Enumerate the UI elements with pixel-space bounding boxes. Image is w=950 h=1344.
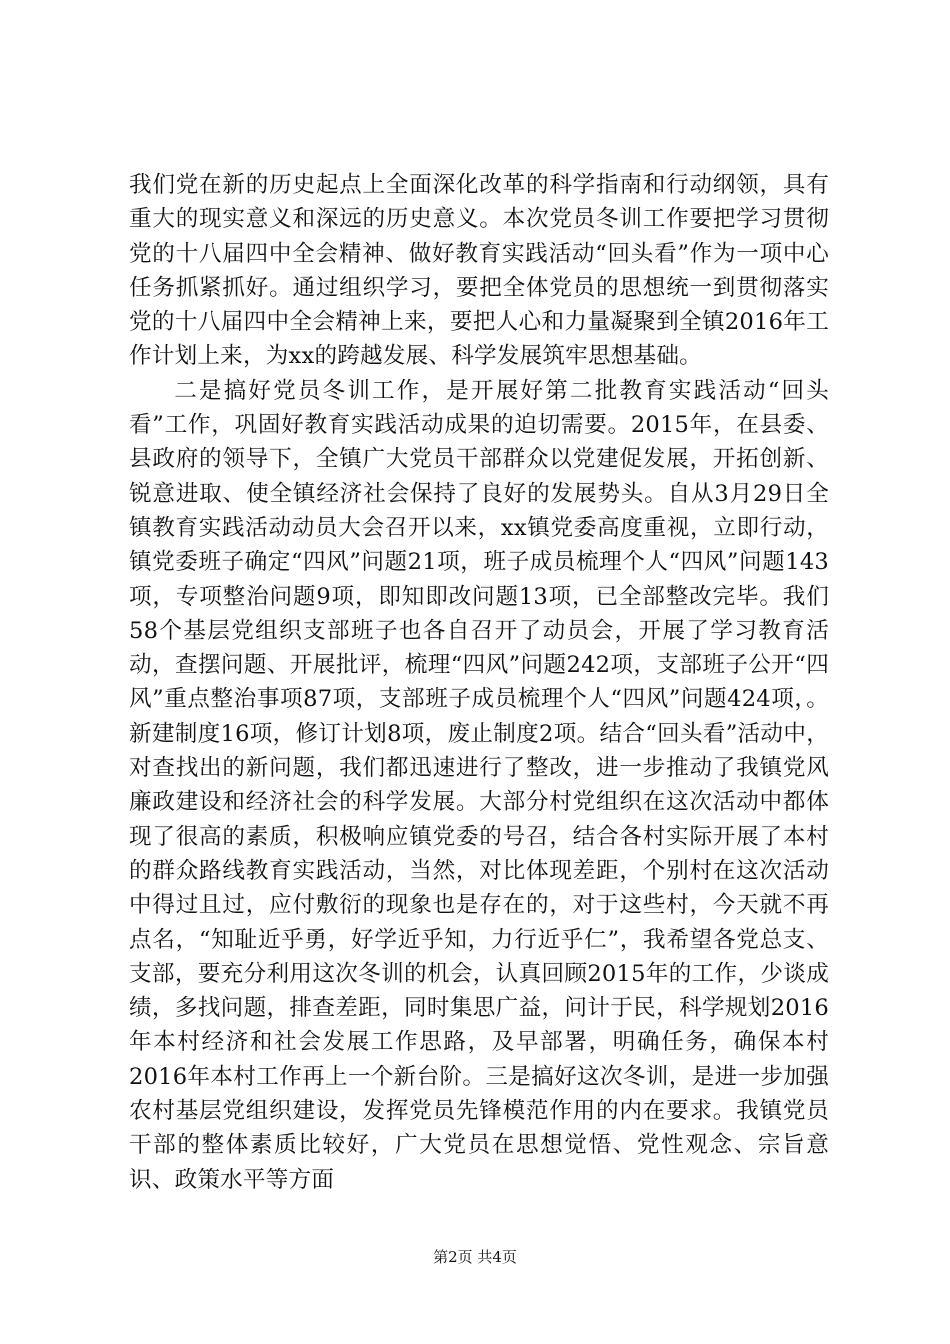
page-footer xyxy=(0,1247,950,1267)
paragraph-1: 我们党在新的历史起点上全面深化改革的科学指南和行动纲领，具有重大的现实意义和深远的历史意义。本次党员冬训工作要把学习贯彻党的十八届四中全会精神、做好教育实践活动“回头看”作为一项中心任务抓紧抓好。通过组织学习，要把全体党员的思想统一到贯彻落实党的十八届四中全会精神上来，要把人心和力量凝聚到全镇2016年工作计划上来，为xx的跨越发展、科学发展筑牢思想基础。 xyxy=(129,172,829,370)
document-body xyxy=(129,168,829,1197)
page-number-label: 第2页 共4页 xyxy=(433,1248,517,1266)
paragraph-2: 二是搞好党员冬训工作，是开展好第二批教育实践活动“回头看”工作，巩固好教育实践活动成果的迫切需要。2015年，在县委、县政府的领导下，全镇广大党员干部群众以党建促发展，开拓创新、锐意进取、使全镇经济社会保持了良好的发展势头。自从3月29日全镇教育实践活动动员大会召开以来，xx镇党委高度重视，立即行动，镇党委班子确定“四风”问题21项，班子成员梳理个人“四风”问题143项，专项整治问题9项，即知即改问题13项，已全部整改完毕。我们58个基层党组织支部班子也各自召开了动员会，开展了学习教育活动，查摆问题、开展批评，梳理“四风”问题242项，支部班子公开“四风”重点整治事项87项，支部班子成员梳理个人“四风”问题424项，。新建制度16项，修订计划8项，废止制度2项。结合“回头看”活动中，对查找出的新问题，我们都迅速进行了整改，进一步推动了我镇党风廉政建设和经济社会的科学发展。大部分村党组织在这次活动中都体现了很高的素质，积极响应镇党委的号召，结合各村实际开展了本村的群众路线教育实践活动，当然，对比体现差距，个别村在这次活动中得过且过，应付敷衍的现象也是存在的，对于这些村，今天就不再点名，“知耻近乎勇，好学近乎知，力行近乎仁”，我希望各党总支、支部，要充分利用这次冬训的机会，认真回顾2015年的工作，少谈成绩，多找问题，排查差距，同时集思广益，问计于民，科学规划2016年本村经济和社会发展工作思路，及早部署，明确任务，确保本村2016年本村工作再上一个新台阶。三是搞好这次冬训，是进一步加强农村基层党组织建设，发挥党员先锋模范作用的内在要求。我镇党员干部的整体素质比较好，广大党员在思想觉悟、党性观念、宗旨意识、政策水平等方面 xyxy=(129,377,829,1193)
